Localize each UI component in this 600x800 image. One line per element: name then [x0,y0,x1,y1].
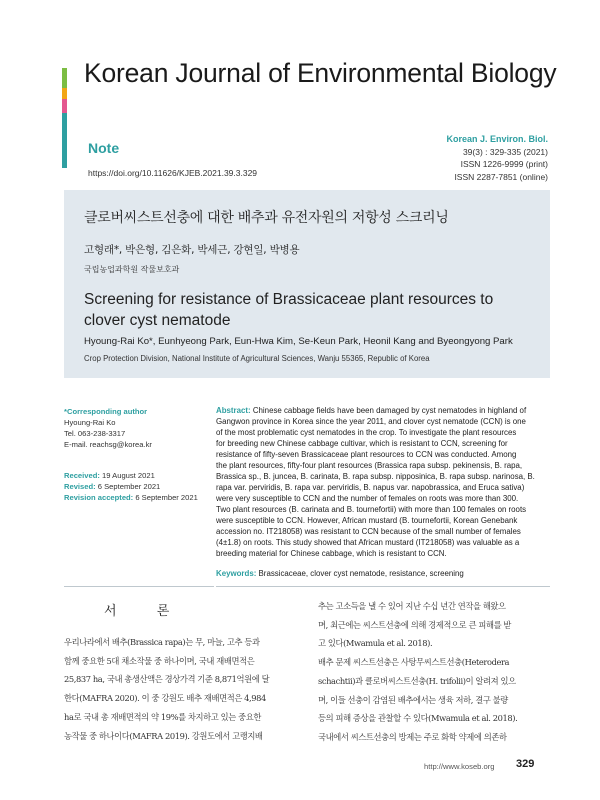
article-type: Note [88,140,120,156]
english-authors: Hyoung-Rai Ko*, Eunhyeong Park, Eun-Hwa Kim, Se-Keun Park, Heonil Kang and Byeongyong Park [84,336,513,347]
intro-left-column [64,633,290,745]
body-line: 배추 문제 씨스트선충은 사탕무씨스트선충(Heterodera [318,657,510,668]
journal-abbr: Korean J. Environ. Biol. [446,134,548,144]
journal-title: Korean Journal of Environmental Biology [84,58,557,88]
page-number: 329 [516,758,535,770]
korean-title: 클로버씨스트선충에 대한 배추과 유전자원의 저항성 스크리닝 [84,210,449,226]
color-bar-orange [62,88,67,99]
section-heading: 서 론 [104,604,188,619]
abstract-line: (4±1.8) on roots. This study showed that African mustard (IT218058) was valuable as a [216,538,520,547]
abstract-line: Brassica sp., B. juncea, B. carinata, B. rapa subsp. nipposinica, B. rapa subsp. narinosa, B. [216,472,535,481]
body-line: 며, 이들 선충이 감염된 배추에서는 생육 저하, 결구 불량 [318,694,508,705]
corresponding-email[interactable]: E-mail. reachsg@korea.kr [64,440,152,449]
english-affiliation: Crop Protection Division, National Institute of Agricultural Sciences, Wanju 55365, Republic of Korea [84,354,430,363]
body-line: 우리나라에서 배추(Brassica rapa)는 무, 마늘, 고추 등과 [64,637,260,647]
body-line: 고 있다(Mwamula et al. 2018). [318,638,433,649]
abstract-line: rapa var. perviridis, B. rapa var. perviridis, B. napus var. napobrassica, and Eruca sativa) [216,483,525,492]
body-line: 며, 최근에는 씨스트선충에 의해 경제적으로 큰 피해를 받 [318,619,512,630]
abstract-line: of the most problematic cyst nematodes in the crop. To investigate the plant resources [216,428,517,437]
english-title: Screening for resistance of Brassicaceae plant resources to clover cyst nematode [84,291,494,329]
color-bar-green [62,68,67,88]
abstract-label: Abstract: [216,406,251,415]
citation-block [446,133,548,183]
korean-affiliation: 국립농업과학원 작물보호과 [84,265,180,274]
abstract-line: Abstract: Chinese cabbage fields have been damaged by cyst nematodes in highland of [216,406,527,415]
keywords [216,569,548,578]
issn-print: ISSN 1226-9999 (print) [460,159,548,169]
doi-link[interactable]: https://doi.org/10.11626/KJEB.2021.39.3.329 [88,168,258,178]
footer-url[interactable]: http://www.koseb.org [424,762,495,771]
abstract-line: breeding material for Chinese cabbage, which is resistant to CCN. [216,549,447,558]
corresponding-heading: *Corresponding author [64,407,148,416]
color-bar-teal [62,113,67,168]
abstract-line: were susceptible to CCN. However, African mustard (B. tournefortii, Korean Genebank [216,516,518,525]
revised-date: Revised: 6 September 2021 [64,482,161,491]
corresponding-name: Hyoung-Rai Ko [64,418,116,427]
corresponding-tel: Tel. 063-238-3317 [64,429,126,438]
body-line: ha로 국내 총 재배면적의 약 19%를 차지하고 있는 중요한 [64,711,261,722]
received-date: Received: 19 August 2021 [64,471,155,480]
body-line: 등의 피해 증상을 관찰할 수 있다(Mwamula et al. 2018). [318,713,518,724]
body-line: 한다(MAFRA 2020). 이 중 강원도 배추 재배면적은 4,984 [64,693,266,704]
accepted-date: Revision accepted: 6 September 2021 [64,493,198,502]
abstract-line: the plant resources, fifty-four plant resources (Brassica rapa subsp. pekinensis, B. rapa, [216,461,523,470]
korean-authors: 고형래*, 박은형, 김은화, 박세근, 강현일, 박병용 [84,244,300,256]
divider-right [216,586,550,587]
body-line: 25,837 ha, 국내 총생산액은 경상가격 기준 8,871억원에 달 [64,674,270,685]
abstract-line: accession no. IT218058) was resistant to CCN because of the small number of females [216,527,521,536]
body-line: 농작물 중 하나이다(MAFRA 2019). 강원도에서 고랭지배 [64,730,263,741]
abstract-line: were very susceptible to CCN and the number of females on roots was more than 300. [216,494,519,503]
body-line: schachtii)과 클로버씨스트선충(H. trifolii)이 알려져 있으 [318,675,516,686]
abstract [216,405,548,559]
intro-right-column [318,597,550,747]
volume-pages: 39(3) : 329-335 (2021) [462,146,548,157]
body-line: 국내에서 씨스트선충의 방제는 주로 화학 약제에 의존하 [318,731,507,742]
body-line: 추는 고소득을 낼 수 있어 지난 수십 년간 연작을 해왔으 [318,601,506,611]
abstract-line: for breeding new Chinese cabbage cultivar, which is resistant to CCN, screening for [216,439,508,448]
divider-left [64,586,214,587]
abstract-line: Two plant resources (B. carinata and B. tournefortii) with more than 100 females on roots [216,505,527,514]
article-info [64,406,214,503]
keywords-text: Brassicaceae, clover cyst nematode, resistance, screening [258,569,464,578]
abstract-line: Gangwon province in Korea since the year 2011, and clover cyst nematode (CCN) is one [216,417,526,426]
body-line: 함께 중요한 5대 채소작물 중 하나이며, 국내 재배면적은 [64,655,255,666]
abstract-line: resistance of fifty-seven Brassicaceae plant resources to CCN was conducted. Among [216,450,517,459]
color-bar-pink [62,99,67,113]
keywords-label: Keywords: [216,569,257,578]
issn-online: ISSN 2287-7851 (online) [454,171,548,182]
